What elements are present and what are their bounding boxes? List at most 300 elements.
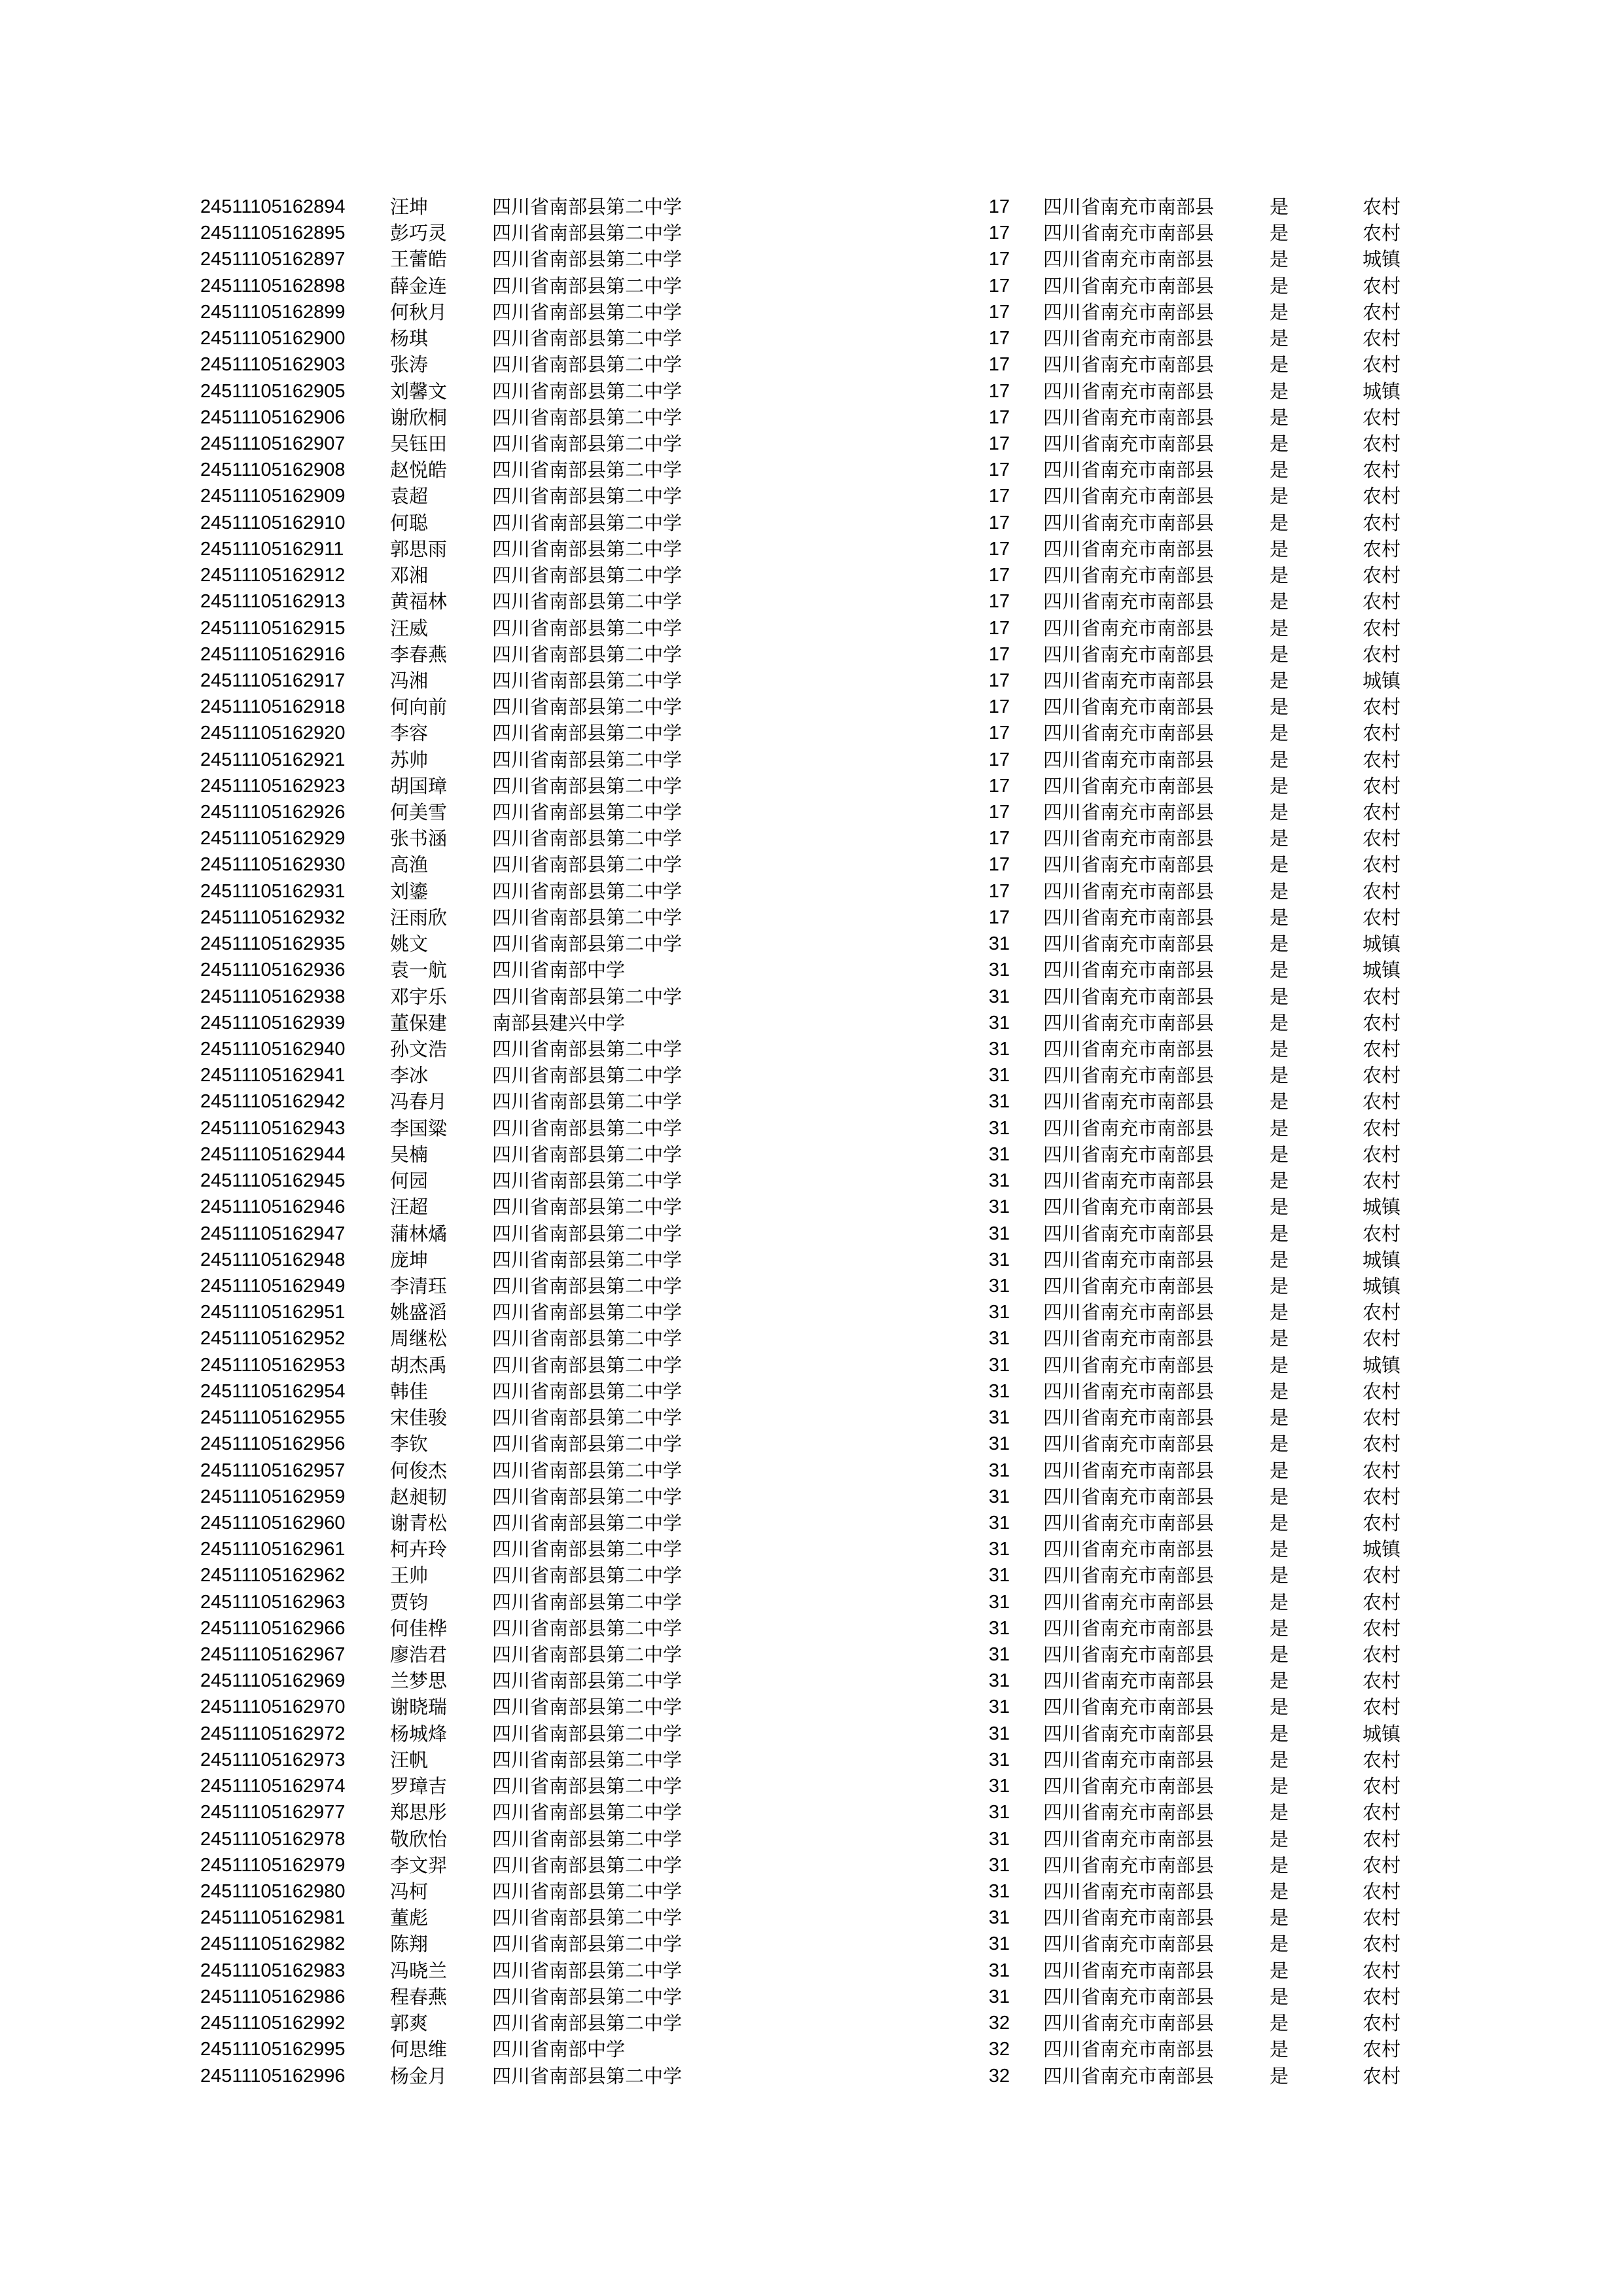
region-cell: 四川省南充市南部县 bbox=[1043, 590, 1215, 613]
exam-id-cell: 24511105162921 bbox=[200, 749, 346, 770]
student-name-cell: 汪威 bbox=[390, 617, 429, 639]
school-cell: 四川省南部县第二中学 bbox=[492, 1801, 683, 1824]
household-type-cell: 农村 bbox=[1363, 353, 1401, 376]
code-cell: 31 bbox=[988, 1670, 1010, 1692]
region-cell: 四川省南充市南部县 bbox=[1043, 1196, 1215, 1219]
region-cell: 四川省南充市南部县 bbox=[1043, 1933, 1215, 1956]
flag-cell: 是 bbox=[1270, 2012, 1289, 2035]
household-type-cell: 农村 bbox=[1363, 774, 1401, 797]
student-name-cell: 袁超 bbox=[390, 485, 429, 508]
flag-cell: 是 bbox=[1270, 801, 1289, 824]
table-row bbox=[0, 2063, 1623, 2089]
student-name-cell: 汪坤 bbox=[390, 196, 429, 218]
table-row bbox=[0, 1905, 1623, 1931]
region-cell: 四川省南充市南部县 bbox=[1043, 853, 1215, 876]
flag-cell: 是 bbox=[1270, 327, 1289, 350]
table-row bbox=[0, 1168, 1623, 1194]
school-cell: 四川省南部县第二中学 bbox=[492, 1090, 683, 1113]
table-row bbox=[0, 1615, 1623, 1641]
household-type-cell: 农村 bbox=[1363, 274, 1401, 297]
flag-cell: 是 bbox=[1270, 1775, 1289, 1798]
table-row bbox=[0, 668, 1623, 694]
code-cell: 31 bbox=[988, 1091, 1010, 1113]
code-cell: 31 bbox=[988, 1433, 1010, 1455]
table-row bbox=[0, 2036, 1623, 2062]
region-cell: 四川省南充市南部县 bbox=[1043, 327, 1215, 350]
flag-cell: 是 bbox=[1270, 274, 1289, 297]
code-cell: 17 bbox=[988, 802, 1010, 823]
household-type-cell: 农村 bbox=[1363, 1696, 1401, 1719]
table-row bbox=[0, 1405, 1623, 1431]
flag-cell: 是 bbox=[1270, 1433, 1289, 1456]
region-cell: 四川省南充市南部县 bbox=[1043, 985, 1215, 1008]
exam-id-cell: 24511105162986 bbox=[200, 1986, 346, 2007]
table-row bbox=[0, 1510, 1623, 1536]
flag-cell: 是 bbox=[1270, 1801, 1289, 1824]
table-row bbox=[0, 1931, 1623, 1957]
household-type-cell: 城镇 bbox=[1363, 248, 1401, 271]
exam-id-cell: 24511105162909 bbox=[200, 486, 346, 507]
exam-id-cell: 24511105162951 bbox=[200, 1302, 346, 1323]
household-type-cell: 城镇 bbox=[1363, 669, 1401, 692]
region-cell: 四川省南充市南部县 bbox=[1043, 1564, 1215, 1587]
exam-id-cell: 24511105162995 bbox=[200, 2039, 346, 2060]
exam-id-cell: 24511105162945 bbox=[200, 1170, 346, 1192]
household-type-cell: 农村 bbox=[1363, 1143, 1401, 1166]
school-cell: 四川省南部县第二中学 bbox=[492, 1485, 683, 1508]
flag-cell: 是 bbox=[1270, 1380, 1289, 1403]
school-cell: 四川省南部县第二中学 bbox=[492, 1143, 683, 1166]
household-type-cell: 农村 bbox=[1363, 2038, 1401, 2061]
school-cell: 四川省南部县第二中学 bbox=[492, 774, 683, 797]
region-cell: 四川省南充市南部县 bbox=[1043, 1143, 1215, 1166]
household-type-cell: 农村 bbox=[1363, 564, 1401, 587]
student-name-cell: 冯柯 bbox=[390, 1880, 429, 1903]
school-cell: 四川省南部县第二中学 bbox=[492, 617, 683, 639]
school-cell: 四川省南部县第二中学 bbox=[492, 511, 683, 534]
code-cell: 31 bbox=[988, 1328, 1010, 1350]
exam-id-cell: 24511105162913 bbox=[200, 591, 346, 613]
flag-cell: 是 bbox=[1270, 1643, 1289, 1666]
flag-cell: 是 bbox=[1270, 1459, 1289, 1482]
student-name-cell: 邓湘 bbox=[390, 564, 429, 587]
student-name-cell: 杨金月 bbox=[390, 2064, 448, 2087]
code-cell: 31 bbox=[988, 1170, 1010, 1192]
exam-id-cell: 24511105162944 bbox=[200, 1143, 346, 1165]
table-row bbox=[0, 194, 1623, 220]
student-name-cell: 王蕾皓 bbox=[390, 248, 448, 271]
student-name-cell: 谢青松 bbox=[390, 1511, 448, 1534]
flag-cell: 是 bbox=[1270, 1722, 1289, 1745]
flag-cell: 是 bbox=[1270, 380, 1289, 403]
code-cell: 31 bbox=[988, 1776, 1010, 1797]
student-name-cell: 李容 bbox=[390, 722, 429, 745]
table-row bbox=[0, 2010, 1623, 2036]
flag-cell: 是 bbox=[1270, 1880, 1289, 1903]
table-row bbox=[0, 1536, 1623, 1562]
code-cell: 31 bbox=[988, 1249, 1010, 1270]
student-name-cell: 周继松 bbox=[390, 1327, 448, 1350]
region-cell: 四川省南充市南部县 bbox=[1043, 1801, 1215, 1824]
school-cell: 四川省南部县第二中学 bbox=[492, 1038, 683, 1060]
flag-cell: 是 bbox=[1270, 1196, 1289, 1219]
region-cell: 四川省南充市南部县 bbox=[1043, 1880, 1215, 1903]
student-name-cell: 李春燕 bbox=[390, 643, 448, 666]
exam-id-cell: 24511105162980 bbox=[200, 1881, 346, 1902]
flag-cell: 是 bbox=[1270, 880, 1289, 903]
student-list-table bbox=[0, 194, 1623, 2089]
code-cell: 17 bbox=[988, 328, 1010, 350]
flag-cell: 是 bbox=[1270, 1274, 1289, 1297]
school-cell: 四川省南部县第二中学 bbox=[492, 1248, 683, 1271]
region-cell: 四川省南充市南部县 bbox=[1043, 1643, 1215, 1666]
flag-cell: 是 bbox=[1270, 353, 1289, 376]
code-cell: 32 bbox=[988, 2039, 1010, 2060]
exam-id-cell: 24511105162981 bbox=[200, 1907, 346, 1929]
flag-cell: 是 bbox=[1270, 2064, 1289, 2087]
household-type-cell: 城镇 bbox=[1363, 1274, 1401, 1297]
exam-id-cell: 24511105162936 bbox=[200, 960, 346, 981]
school-cell: 四川省南部县第二中学 bbox=[492, 1880, 683, 1903]
table-row bbox=[0, 825, 1623, 852]
student-name-cell: 张书涵 bbox=[390, 827, 448, 850]
region-cell: 四川省南充市南部县 bbox=[1043, 300, 1215, 323]
school-cell: 四川省南部县第二中学 bbox=[492, 827, 683, 850]
region-cell: 四川省南充市南部县 bbox=[1043, 274, 1215, 297]
school-cell: 四川省南部县第二中学 bbox=[492, 1959, 683, 1982]
student-name-cell: 李冰 bbox=[390, 1064, 429, 1087]
student-name-cell: 何美雪 bbox=[390, 801, 448, 824]
exam-id-cell: 24511105162907 bbox=[200, 433, 346, 454]
flag-cell: 是 bbox=[1270, 933, 1289, 956]
table-row bbox=[0, 957, 1623, 983]
exam-id-cell: 24511105162941 bbox=[200, 1065, 346, 1086]
school-cell: 四川省南部县第二中学 bbox=[492, 669, 683, 692]
region-cell: 四川省南充市南部县 bbox=[1043, 1590, 1215, 1613]
region-cell: 四川省南充市南部县 bbox=[1043, 748, 1215, 771]
code-cell: 17 bbox=[988, 433, 1010, 454]
student-name-cell: 陈翔 bbox=[390, 1933, 429, 1956]
region-cell: 四川省南充市南部县 bbox=[1043, 774, 1215, 797]
flag-cell: 是 bbox=[1270, 1590, 1289, 1613]
table-row bbox=[0, 325, 1623, 351]
household-type-cell: 农村 bbox=[1363, 906, 1401, 929]
code-cell: 31 bbox=[988, 1644, 1010, 1666]
table-row bbox=[0, 1721, 1623, 1747]
student-name-cell: 罗璋吉 bbox=[390, 1775, 448, 1798]
school-cell: 四川省南部县第二中学 bbox=[492, 1854, 683, 1876]
student-name-cell: 薛金连 bbox=[390, 274, 448, 297]
table-row bbox=[0, 1799, 1623, 1825]
school-cell: 四川省南部县第二中学 bbox=[492, 459, 683, 482]
exam-id-cell: 24511105162954 bbox=[200, 1380, 346, 1402]
school-cell: 四川省南部县第二中学 bbox=[492, 1617, 683, 1640]
code-cell: 17 bbox=[988, 880, 1010, 902]
school-cell: 四川省南部县第二中学 bbox=[492, 1117, 683, 1139]
exam-id-cell: 24511105162898 bbox=[200, 275, 346, 296]
table-row bbox=[0, 1273, 1623, 1299]
table-row bbox=[0, 1641, 1623, 1668]
flag-cell: 是 bbox=[1270, 222, 1289, 245]
school-cell: 四川省南部中学 bbox=[492, 959, 626, 982]
school-cell: 四川省南部县第二中学 bbox=[492, 906, 683, 929]
code-cell: 31 bbox=[988, 1460, 1010, 1481]
student-name-cell: 杨城烽 bbox=[390, 1722, 448, 1745]
student-name-cell: 刘馨文 bbox=[390, 380, 448, 403]
code-cell: 17 bbox=[988, 406, 1010, 428]
code-cell: 17 bbox=[988, 223, 1010, 244]
school-cell: 四川省南部县第二中学 bbox=[492, 1222, 683, 1245]
exam-id-cell: 24511105162973 bbox=[200, 1749, 346, 1770]
exam-id-cell: 24511105162966 bbox=[200, 1617, 346, 1639]
table-row bbox=[0, 799, 1623, 825]
school-cell: 四川省南部县第二中学 bbox=[492, 564, 683, 587]
school-cell: 四川省南部县第二中学 bbox=[492, 1407, 683, 1429]
code-cell: 31 bbox=[988, 1854, 1010, 1876]
student-name-cell: 谢欣桐 bbox=[390, 406, 448, 429]
table-row bbox=[0, 852, 1623, 878]
school-cell: 四川省南部县第二中学 bbox=[492, 1670, 683, 1693]
school-cell: 四川省南部县第二中学 bbox=[492, 1170, 683, 1193]
code-cell: 31 bbox=[988, 1933, 1010, 1955]
exam-id-cell: 24511105162894 bbox=[200, 196, 346, 217]
household-type-cell: 城镇 bbox=[1363, 1196, 1401, 1219]
code-cell: 17 bbox=[988, 749, 1010, 770]
school-cell: 四川省南部县第二中学 bbox=[492, 327, 683, 350]
table-row bbox=[0, 588, 1623, 615]
exam-id-cell: 24511105162948 bbox=[200, 1249, 346, 1270]
school-cell: 四川省南部县第二中学 bbox=[492, 274, 683, 297]
exam-id-cell: 24511105162967 bbox=[200, 1644, 346, 1666]
household-type-cell: 城镇 bbox=[1363, 1354, 1401, 1376]
region-cell: 四川省南充市南部县 bbox=[1043, 933, 1215, 956]
exam-id-cell: 24511105162952 bbox=[200, 1328, 346, 1350]
household-type-cell: 城镇 bbox=[1363, 933, 1401, 956]
code-cell: 31 bbox=[988, 1354, 1010, 1376]
household-type-cell: 农村 bbox=[1363, 985, 1401, 1008]
flag-cell: 是 bbox=[1270, 511, 1289, 534]
exam-id-cell: 24511105162935 bbox=[200, 933, 346, 955]
exam-id-cell: 24511105162915 bbox=[200, 617, 346, 639]
code-cell: 17 bbox=[988, 301, 1010, 323]
code-cell: 31 bbox=[988, 1039, 1010, 1060]
exam-id-cell: 24511105162977 bbox=[200, 1802, 346, 1823]
student-name-cell: 汪雨欣 bbox=[390, 906, 448, 929]
code-cell: 17 bbox=[988, 459, 1010, 481]
code-cell: 17 bbox=[988, 538, 1010, 560]
exam-id-cell: 24511105162978 bbox=[200, 1828, 346, 1850]
code-cell: 31 bbox=[988, 1617, 1010, 1639]
household-type-cell: 农村 bbox=[1363, 1775, 1401, 1798]
student-name-cell: 庞坤 bbox=[390, 1248, 429, 1271]
exam-id-cell: 24511105162972 bbox=[200, 1723, 346, 1744]
flag-cell: 是 bbox=[1270, 696, 1289, 719]
region-cell: 四川省南充市南部县 bbox=[1043, 1959, 1215, 1982]
region-cell: 四川省南充市南部县 bbox=[1043, 1538, 1215, 1561]
exam-id-cell: 24511105162996 bbox=[200, 2065, 346, 2087]
code-cell: 17 bbox=[988, 512, 1010, 533]
student-name-cell: 吴楠 bbox=[390, 1143, 429, 1166]
code-cell: 31 bbox=[988, 1907, 1010, 1929]
region-cell: 四川省南充市南部县 bbox=[1043, 432, 1215, 455]
code-cell: 31 bbox=[988, 1143, 1010, 1165]
household-type-cell: 农村 bbox=[1363, 827, 1401, 850]
flag-cell: 是 bbox=[1270, 1511, 1289, 1534]
household-type-cell: 城镇 bbox=[1363, 1248, 1401, 1271]
flag-cell: 是 bbox=[1270, 1248, 1289, 1271]
region-cell: 四川省南充市南部县 bbox=[1043, 1170, 1215, 1193]
exam-id-cell: 24511105162929 bbox=[200, 828, 346, 850]
exam-id-cell: 24511105162899 bbox=[200, 301, 346, 323]
region-cell: 四川省南充市南部县 bbox=[1043, 1670, 1215, 1693]
household-type-cell: 农村 bbox=[1363, 485, 1401, 508]
school-cell: 四川省南部县第二中学 bbox=[492, 696, 683, 719]
region-cell: 四川省南充市南部县 bbox=[1043, 1064, 1215, 1087]
flag-cell: 是 bbox=[1270, 406, 1289, 429]
flag-cell: 是 bbox=[1270, 248, 1289, 271]
code-cell: 31 bbox=[988, 933, 1010, 955]
region-cell: 四川省南充市南部县 bbox=[1043, 248, 1215, 271]
table-row bbox=[0, 1299, 1623, 1325]
exam-id-cell: 24511105162923 bbox=[200, 775, 346, 797]
table-row bbox=[0, 1325, 1623, 1352]
table-row bbox=[0, 483, 1623, 509]
household-type-cell: 农村 bbox=[1363, 1801, 1401, 1824]
region-cell: 四川省南充市南部县 bbox=[1043, 617, 1215, 639]
exam-id-cell: 24511105162961 bbox=[200, 1539, 346, 1560]
student-name-cell: 蒲林燏 bbox=[390, 1222, 448, 1245]
household-type-cell: 农村 bbox=[1363, 432, 1401, 455]
school-cell: 四川省南部县第二中学 bbox=[492, 1459, 683, 1482]
household-type-cell: 农村 bbox=[1363, 1117, 1401, 1139]
exam-id-cell: 24511105162963 bbox=[200, 1591, 346, 1613]
student-name-cell: 苏帅 bbox=[390, 748, 429, 771]
exam-id-cell: 24511105162917 bbox=[200, 670, 346, 691]
table-row bbox=[0, 1878, 1623, 1905]
student-name-cell: 何思维 bbox=[390, 2038, 448, 2061]
code-cell: 31 bbox=[988, 986, 1010, 1007]
school-cell: 四川省南部县第二中学 bbox=[492, 1538, 683, 1561]
code-cell: 31 bbox=[988, 1486, 1010, 1507]
code-cell: 17 bbox=[988, 775, 1010, 797]
region-cell: 四川省南充市南部县 bbox=[1043, 1907, 1215, 1929]
code-cell: 31 bbox=[988, 1591, 1010, 1613]
student-name-cell: 何园 bbox=[390, 1170, 429, 1193]
flag-cell: 是 bbox=[1270, 590, 1289, 613]
exam-id-cell: 24511105162970 bbox=[200, 1696, 346, 1718]
flag-cell: 是 bbox=[1270, 2038, 1289, 2061]
table-row bbox=[0, 1958, 1623, 1984]
household-type-cell: 农村 bbox=[1363, 1617, 1401, 1640]
household-type-cell: 农村 bbox=[1363, 511, 1401, 534]
student-name-cell: 胡国璋 bbox=[390, 774, 448, 797]
student-name-cell: 兰梦思 bbox=[390, 1670, 448, 1693]
flag-cell: 是 bbox=[1270, 485, 1289, 508]
table-row bbox=[0, 1589, 1623, 1615]
region-cell: 四川省南充市南部县 bbox=[1043, 485, 1215, 508]
flag-cell: 是 bbox=[1270, 1933, 1289, 1956]
flag-cell: 是 bbox=[1270, 1117, 1289, 1139]
exam-id-cell: 24511105162908 bbox=[200, 459, 346, 481]
flag-cell: 是 bbox=[1270, 1538, 1289, 1561]
table-row bbox=[0, 1115, 1623, 1141]
student-name-cell: 赵昶韧 bbox=[390, 1485, 448, 1508]
table-row bbox=[0, 246, 1623, 272]
school-cell: 四川省南部县第二中学 bbox=[492, 1380, 683, 1403]
school-cell: 四川省南部县第二中学 bbox=[492, 1064, 683, 1087]
school-cell: 四川省南部县第二中学 bbox=[492, 222, 683, 245]
exam-id-cell: 24511105162903 bbox=[200, 354, 346, 376]
school-cell: 四川省南部县第二中学 bbox=[492, 2064, 683, 2087]
household-type-cell: 农村 bbox=[1363, 1222, 1401, 1245]
flag-cell: 是 bbox=[1270, 906, 1289, 929]
region-cell: 四川省南充市南部县 bbox=[1043, 2038, 1215, 2061]
table-row bbox=[0, 404, 1623, 431]
exam-id-cell: 24511105162979 bbox=[200, 1854, 346, 1876]
table-row bbox=[0, 1458, 1623, 1484]
student-name-cell: 王帅 bbox=[390, 1564, 429, 1587]
region-cell: 四川省南充市南部县 bbox=[1043, 1485, 1215, 1508]
region-cell: 四川省南充市南部县 bbox=[1043, 511, 1215, 534]
student-name-cell: 汪超 bbox=[390, 1196, 429, 1219]
exam-id-cell: 24511105162906 bbox=[200, 406, 346, 428]
flag-cell: 是 bbox=[1270, 669, 1289, 692]
student-name-cell: 何向前 bbox=[390, 696, 448, 719]
household-type-cell: 农村 bbox=[1363, 1485, 1401, 1508]
student-name-cell: 谢晓瑞 bbox=[390, 1696, 448, 1719]
household-type-cell: 农村 bbox=[1363, 300, 1401, 323]
table-row bbox=[0, 1431, 1623, 1457]
region-cell: 四川省南充市南部县 bbox=[1043, 353, 1215, 376]
region-cell: 四川省南充市南部县 bbox=[1043, 696, 1215, 719]
exam-id-cell: 24511105162918 bbox=[200, 696, 346, 718]
exam-id-cell: 24511105162931 bbox=[200, 880, 346, 902]
school-cell: 四川省南部县第二中学 bbox=[492, 300, 683, 323]
student-name-cell: 吴钰田 bbox=[390, 432, 448, 455]
exam-id-cell: 24511105162956 bbox=[200, 1433, 346, 1455]
school-cell: 四川省南部县第二中学 bbox=[492, 1274, 683, 1297]
region-cell: 四川省南充市南部县 bbox=[1043, 1748, 1215, 1771]
exam-id-cell: 24511105162920 bbox=[200, 723, 346, 744]
code-cell: 17 bbox=[988, 354, 1010, 376]
exam-id-cell: 24511105162983 bbox=[200, 1960, 346, 1981]
table-row bbox=[0, 1747, 1623, 1773]
household-type-cell: 农村 bbox=[1363, 1511, 1401, 1534]
flag-cell: 是 bbox=[1270, 459, 1289, 482]
school-cell: 四川省南部县第二中学 bbox=[492, 1327, 683, 1350]
table-row bbox=[0, 562, 1623, 588]
table-row bbox=[0, 536, 1623, 562]
exam-id-cell: 24511105162939 bbox=[200, 1012, 346, 1033]
household-type-cell: 农村 bbox=[1363, 722, 1401, 745]
exam-id-cell: 24511105162943 bbox=[200, 1117, 346, 1139]
household-type-cell: 农村 bbox=[1363, 1748, 1401, 1771]
table-row bbox=[0, 1694, 1623, 1720]
region-cell: 四川省南充市南部县 bbox=[1043, 669, 1215, 692]
table-row bbox=[0, 1194, 1623, 1220]
student-name-cell: 郭思雨 bbox=[390, 537, 448, 560]
table-row bbox=[0, 931, 1623, 957]
code-cell: 32 bbox=[988, 2013, 1010, 2034]
region-cell: 四川省南充市南部县 bbox=[1043, 459, 1215, 482]
table-row bbox=[0, 747, 1623, 773]
code-cell: 17 bbox=[988, 854, 1010, 876]
student-name-cell: 何佳桦 bbox=[390, 1617, 448, 1640]
table-row bbox=[0, 878, 1623, 905]
code-cell: 31 bbox=[988, 1723, 1010, 1744]
exam-id-cell: 24511105162974 bbox=[200, 1776, 346, 1797]
student-name-cell: 廖浩君 bbox=[390, 1643, 448, 1666]
